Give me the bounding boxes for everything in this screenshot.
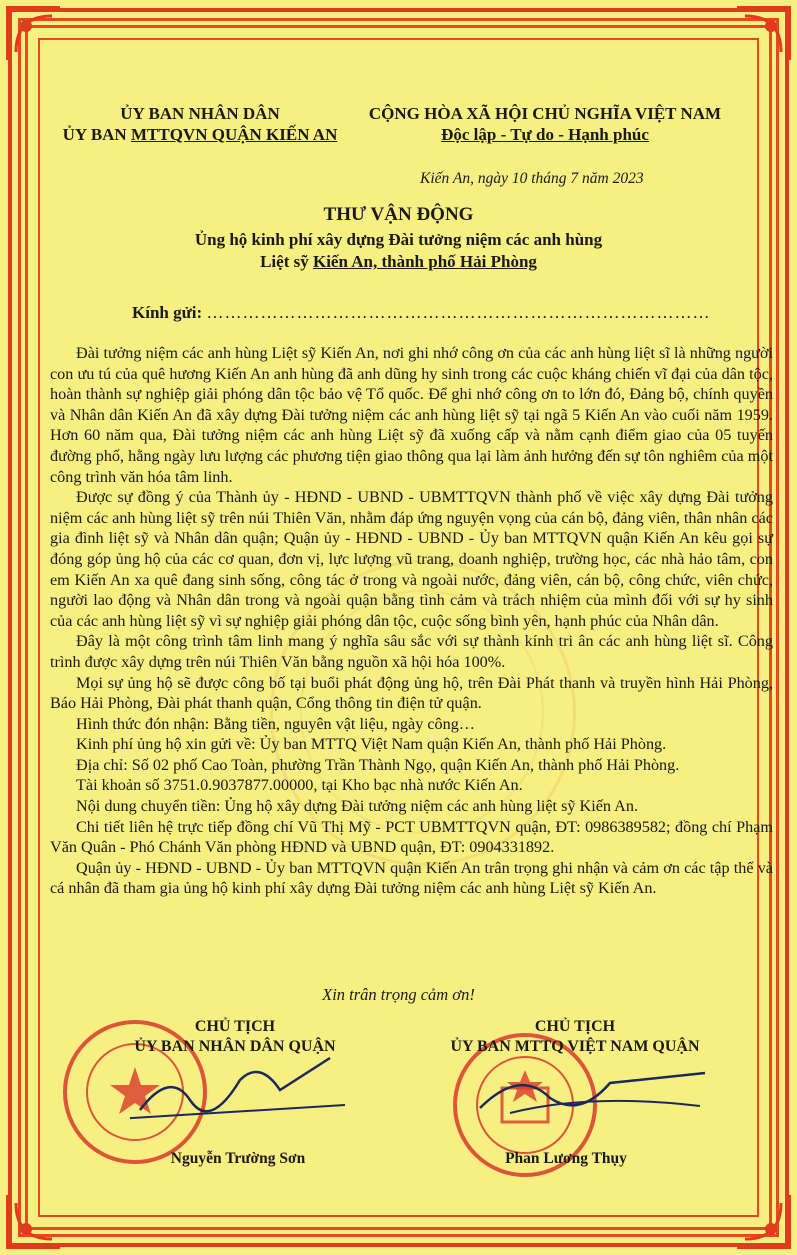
body-paragraph: Quận ủy - HĐND - UBND - Ủy ban MTTQVN quận Kiến An trân trọng ghi nhận và cảm ơn các tập thể và cá nhân đã tham gia ủng hộ kinh phí xây dựng Đài tưởng niệm các anh hùng Liệt sỹ Kiến An. bbox=[50, 858, 773, 898]
corner-ornament-icon bbox=[733, 4, 793, 64]
document-body bbox=[50, 343, 773, 899]
body-paragraph: Kinh phí ủng hộ xin gửi về: Ủy ban MTTQ Việt Nam quận Kiến An, thành phố Hải Phòng. bbox=[76, 735, 667, 754]
signature-right-icon bbox=[470, 1058, 710, 1128]
body-paragraph: Đài tưởng niệm các anh hùng Liệt sỹ Kiến An, nơi ghi nhớ công ơn của các anh hùng liệt sĩ là những người con ưu tú của quê hương Kiến An anh hùng đã anh dũng hy sinh trong các cuộc kháng chiến vĩ đại của dân tộc, hoàn thành sự nghiệp giải phóng dân tộc bảo vệ Tổ quốc. Để ghi nhớ công ơn to lớn đó, Đảng bộ, chính quyền và Nhân dân Kiến An đã xây dựng Đài tưởng niệm các anh hùng liệt sỹ tại ngã 5 Kiến An vào cuối năm 1959. Hơn 60 năm qua, Đài tưởng niệm các anh hùng Liệt sỹ đã xuống cấp và nằm cạnh điểm giao của 05 tuyến đường phố, hằng ngày lưu lượng các phương tiện giao thông qua lại làm ảnh hưởng đến sự tôn nghiêm của một công trình văn hóa tâm linh. bbox=[50, 344, 773, 486]
signer-right-org: ỦY BAN MTTQ VIỆT NAM QUẬN bbox=[450, 1038, 700, 1055]
body-paragraph: Được sự đồng ý của Thành ủy - HĐND - UBND - UBMTTQVN thành phố về việc xây dựng Đài tưởng niệm các anh hùng liệt sỹ trên núi Thiên Văn, nhằm đáp ứng nguyện vọng của cán bộ, đảng viên, thân nhân các gia đình liệt sỹ và Nhân dân quận; Quận ủy - HĐND - UBND - Ủy ban MTTQVN quận Kiến An kêu gọi sự đóng góp ủng hộ của các cơ quan, đơn vị, lực lượng vũ trang, doanh nghiệp, trường học, các nhà hảo tâm, con em Kiến An xa quê đang sinh sống, công tác ở trong và ngoài nước, đảng viên, cán bộ, công chức, viên chức, người lao động và Nhân dân trong và ngoài quận bằng tình cảm và trách nhiệm của mình đối với sự hy sinh của các anh hùng liệt sỹ vì sự nghiệp giải phóng dân tộc, cuộc sống bình yên, hạnh phúc của Nhân dân. bbox=[50, 488, 773, 630]
body-paragraph: Hình thức đón nhận: Bằng tiền, nguyên vật liệu, ngày công… bbox=[76, 714, 475, 733]
signer-left-name: Nguyễn Trường Sơn bbox=[170, 1150, 306, 1167]
body-paragraph: Đây là một công trình tâm linh mang ý nghĩa sâu sắc với sự thành kính tri ân các anh hùng liệt sĩ. Công trình được xây dựng trên núi Thiên Văn bằng nguồn xã hội hóa 100%. bbox=[50, 632, 773, 671]
greeting-label: Kính gửi: bbox=[132, 303, 203, 322]
corner-ornament-icon bbox=[4, 1191, 64, 1251]
header-left bbox=[40, 103, 360, 145]
document-date: Kiến An, ngày 10 tháng 7 năm 2023 bbox=[420, 170, 644, 187]
title-sub2 bbox=[0, 251, 797, 273]
document-title bbox=[0, 202, 797, 273]
signer-left-org: ỦY BAN NHÂN DÂN QUẬN bbox=[134, 1038, 336, 1055]
signer-right-title: CHỦ TỊCH bbox=[534, 1018, 616, 1035]
national-motto: Độc lập - Tự do - Hạnh phúc bbox=[441, 125, 649, 144]
corner-ornament-icon bbox=[733, 1191, 793, 1251]
body-paragraph: Tài khoản số 3751.0.9037877.00000, tại Kho bạc nhà nước Kiến An. bbox=[76, 776, 523, 795]
signer-left bbox=[105, 1017, 365, 1057]
body-paragraph: Chi tiết liên hệ trực tiếp đồng chí Vũ Thị Mỹ - PCT UBMTTQVN quận, ĐT: 0986389582; đồng chí Phạm Văn Quân - Phó Chánh Văn phòng HĐND và UBND quận, ĐT: 0904331892. bbox=[50, 817, 773, 857]
signer-right-name: Phan Lương Thụy bbox=[505, 1150, 627, 1167]
issuer-line2-underlined: MTTQVN QUẬN KIẾN AN bbox=[130, 125, 338, 144]
closing-thanks: Xin trân trọng cảm ơn! bbox=[322, 985, 475, 1004]
signature-left-icon bbox=[130, 1050, 350, 1130]
corner-ornament-icon bbox=[4, 4, 64, 64]
title-sub2-underlined: Kiến An, thành phố Hải Phòng bbox=[312, 252, 537, 271]
issuer-line1: ỦY BAN NHÂN DÂN bbox=[120, 104, 280, 123]
title-sub2-prefix: Liệt sỹ bbox=[260, 252, 313, 271]
header-right bbox=[345, 103, 745, 145]
title-sub1: Ủng hộ kinh phí xây dựng Đài tưởng niệm các anh hùng bbox=[194, 230, 603, 249]
signer-left-title: CHỦ TỊCH bbox=[194, 1018, 276, 1035]
national-title: CỘNG HÒA XÃ HỘI CHỦ NGHĨA VIỆT NAM bbox=[368, 104, 722, 123]
greeting-dots: ………………………………………………………………………… bbox=[206, 303, 711, 322]
greeting bbox=[132, 303, 710, 323]
body-paragraph: Địa chỉ: Số 02 phố Cao Toàn, phường Trần Thành Ngọ, quận Kiến An, thành phố Hải Phòng. bbox=[76, 755, 680, 774]
issuer-line2-prefix: ỦY BAN bbox=[62, 125, 131, 144]
title-main: THƯ VẬN ĐỘNG bbox=[323, 204, 474, 225]
signer-right bbox=[420, 1017, 730, 1057]
body-paragraph: Mọi sự ủng hộ sẽ được công bố tại buổi phát động ủng hộ, trên Đài Phát thanh và truyền hình Hải Phòng, Báo Hải Phòng, Đài phát thanh quận, Cổng thông tin điện tử quận. bbox=[50, 673, 773, 713]
body-paragraph: Nội dung chuyển tiền: Ủng hộ xây dựng Đài tưởng niệm các anh hùng liệt sỹ Kiến An. bbox=[76, 797, 638, 816]
issuer-line2 bbox=[40, 124, 360, 145]
